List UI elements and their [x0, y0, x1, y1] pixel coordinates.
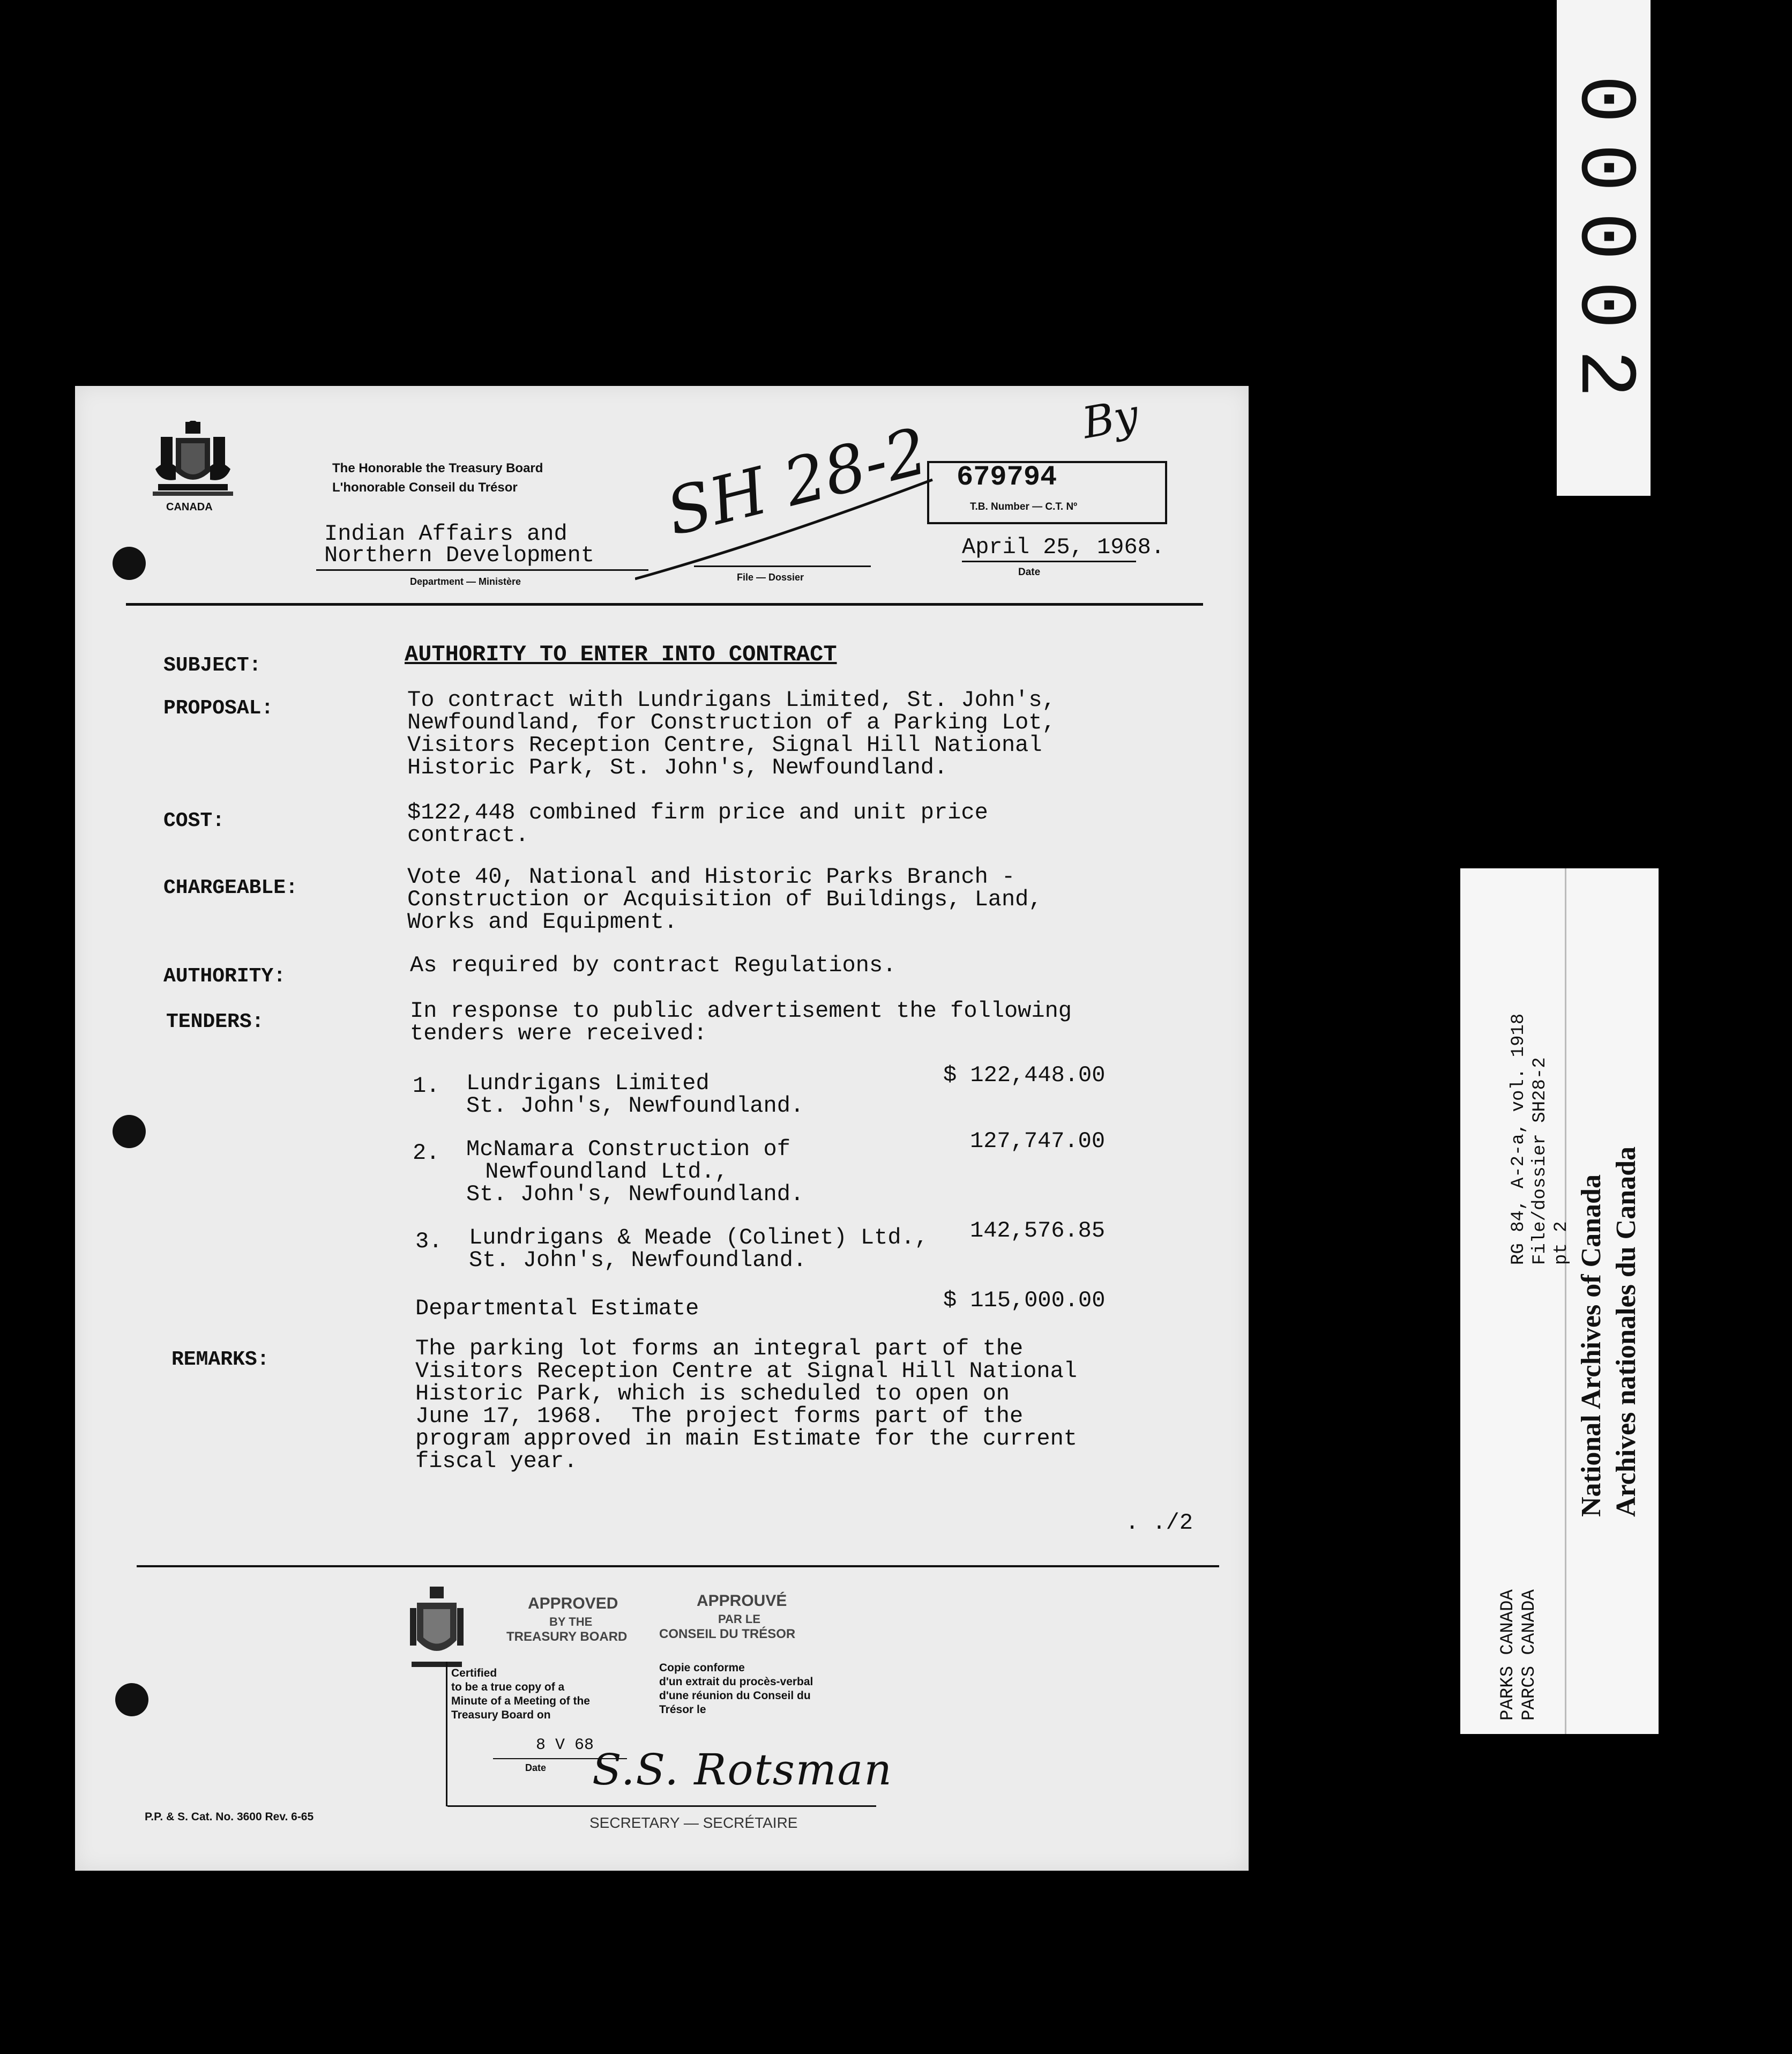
tender-name-line: St. John's, Newfoundland.: [466, 1181, 804, 1207]
date-underline: [962, 561, 1136, 562]
treasury-board-stamp: TREASURY BOARD: [506, 1629, 628, 1644]
par-le: PAR LE: [718, 1612, 761, 1626]
remarks-line: fiscal year.: [415, 1448, 578, 1474]
certified-line: Treasury Board on: [451, 1709, 551, 1721]
chargeable-line: Vote 40, National and Historic Parks Branch -: [407, 864, 1016, 890]
certified-line: Certified: [451, 1667, 497, 1679]
subject-text: AUTHORITY TO ENTER INTO CONTRACT: [405, 642, 837, 667]
stamp-left-border: [446, 1662, 447, 1806]
tender-amount: 127,747.00: [970, 1128, 1106, 1154]
treasury-board-fr: L'honorable Conseil du Trésor: [332, 480, 518, 495]
header-rule: [126, 603, 1203, 606]
estimate-amount: $ 115,000.00: [943, 1288, 1106, 1313]
remarks-line: program approved in main Estimate for the current: [415, 1426, 1078, 1452]
remarks-line: Visitors Reception Centre at Signal Hill National: [415, 1358, 1078, 1384]
document-date: April 25, 1968.: [962, 534, 1165, 560]
copie-line: d'une réunion du Conseil du: [659, 1690, 811, 1702]
tender-number: 2.: [413, 1140, 440, 1166]
cost-line: $122,448 combined firm price and unit price: [407, 800, 988, 825]
subject-label: SUBJECT:: [163, 654, 262, 677]
tender-name-line: Newfoundland Ltd.,: [472, 1159, 728, 1185]
stamp-crest-icon: [407, 1587, 466, 1672]
estimate-label: Departmental Estimate: [415, 1296, 699, 1321]
tender-amount: $ 122,448.00: [943, 1062, 1106, 1088]
tb-number: 679794: [957, 462, 1057, 493]
file-underline: [694, 565, 871, 567]
proposal-line: Historic Park, St. John's, Newfoundland.: [407, 755, 948, 780]
approved-en: APPROVED: [528, 1595, 618, 1612]
file-number-handwritten: SH 28-2: [659, 414, 935, 550]
department-underline: [316, 569, 648, 571]
file-caption: File — Dossier: [737, 572, 804, 583]
proposal-label: PROPOSAL:: [163, 697, 274, 720]
remarks-line: The parking lot forms an integral part of the: [415, 1336, 1024, 1361]
national-archives-fr: Archives nationales du Canada: [1611, 1146, 1641, 1517]
approved-fr: APPROUVÉ: [697, 1592, 787, 1610]
form-catalog-number: P.P. & S. Cat. No. 3600 Rev. 6-65: [145, 1811, 314, 1823]
department-line: Northern Development: [324, 542, 595, 568]
department-line: Indian Affairs and: [324, 521, 568, 547]
punch-hole: [115, 1683, 148, 1716]
certified-line: Minute of a Meeting of the: [451, 1695, 590, 1707]
secretary-signature: S.S. Rotsman: [592, 1745, 893, 1795]
copie-line: Trésor le: [659, 1703, 706, 1716]
remarks-label: REMARKS:: [171, 1348, 270, 1371]
parks-canada-en: PARKS CANADA: [1498, 1589, 1518, 1721]
tb-number-caption: T.B. Number — C.T. Nº: [970, 501, 1078, 512]
parks-canada-fr: PARCS CANADA: [1519, 1589, 1540, 1721]
tender-name-line: Lundrigans & Meade (Colinet) Ltd.,: [469, 1225, 928, 1251]
tender-name-line: St. John's, Newfoundland.: [466, 1093, 804, 1119]
stamp-date-caption: Date: [525, 1762, 547, 1773]
archive-reference-line: pt 2: [1551, 1221, 1572, 1265]
tenders-intro-line: tenders were received:: [410, 1021, 707, 1046]
stamp-date: 8 V 68: [536, 1736, 594, 1754]
tender-amount: 142,576.85: [970, 1218, 1106, 1244]
footer-rule: [137, 1565, 1219, 1567]
tender-name-line: McNamara Construction of: [466, 1136, 790, 1162]
certified-line: to be a true copy of a: [451, 1681, 565, 1693]
copie-line: Copie conforme: [659, 1662, 745, 1674]
canada-crest-icon: [150, 421, 236, 517]
authority-label: AUTHORITY:: [163, 965, 286, 988]
continuation-marker: . ./2: [1125, 1510, 1193, 1536]
remarks-line: Historic Park, which is scheduled to open on: [415, 1381, 1010, 1406]
signature-baseline: [447, 1805, 876, 1807]
copie-line: d'un extrait du procès-verbal: [659, 1676, 813, 1688]
tender-name-line: St. John's, Newfoundland.: [469, 1247, 807, 1273]
archive-label: [1460, 868, 1659, 1734]
proposal-line: Newfoundland, for Construction of a Parking Lot,: [407, 710, 1056, 735]
conseil-du-tresor: CONSEIL DU TRÉSOR: [659, 1627, 796, 1641]
secretary-caption: SECRETARY — SECRÉTAIRE: [589, 1814, 798, 1831]
archive-reference-line: RG 84, A-2-a, vol. 1918: [1509, 1013, 1529, 1265]
proposal-line: Visitors Reception Centre, Signal Hill National: [407, 732, 1042, 758]
approval-stamp: [407, 1581, 893, 1839]
punch-hole: [113, 1115, 146, 1148]
treasury-board-en: The Honorable the Treasury Board: [332, 461, 543, 475]
chargeable-label: CHARGEABLE:: [163, 876, 298, 899]
by-the: BY THE: [549, 1615, 593, 1628]
punch-hole: [113, 547, 146, 580]
handwritten-initials: By: [1078, 389, 1143, 449]
tender-name-line: Lundrigans Limited: [466, 1070, 710, 1096]
label-divider: [1565, 868, 1566, 1734]
proposal-line: To contract with Lundrigans Limited, St. John's,: [407, 687, 1056, 713]
national-archives-en: National Archives of Canada: [1576, 1174, 1607, 1517]
archive-reference-line: File/dossier SH28-2: [1530, 1057, 1550, 1265]
frame-number: 00002: [1558, 75, 1649, 419]
handwritten-slash: [635, 477, 935, 584]
authority-text: As required by contract Regulations.: [410, 952, 897, 978]
date-caption: Date: [1018, 567, 1041, 578]
crest-caption: CANADA: [166, 501, 213, 513]
tenders-label: TENDERS:: [166, 1010, 264, 1033]
remarks-line: June 17, 1968. The project forms part of the: [415, 1403, 1024, 1429]
chargeable-line: Works and Equipment.: [407, 909, 678, 935]
tenders-intro-line: In response to public advertisement the following: [410, 998, 1072, 1024]
cost-label: COST:: [163, 809, 225, 832]
tender-number: 3.: [415, 1229, 443, 1254]
chargeable-line: Construction or Acquisition of Buildings, Land,: [407, 887, 1042, 912]
department-caption: Department — Ministère: [410, 576, 521, 587]
tender-number: 1.: [413, 1073, 440, 1099]
frame-number-strip: [1557, 0, 1651, 496]
cost-line: contract.: [407, 822, 529, 848]
document-sheet: [75, 386, 1249, 1871]
